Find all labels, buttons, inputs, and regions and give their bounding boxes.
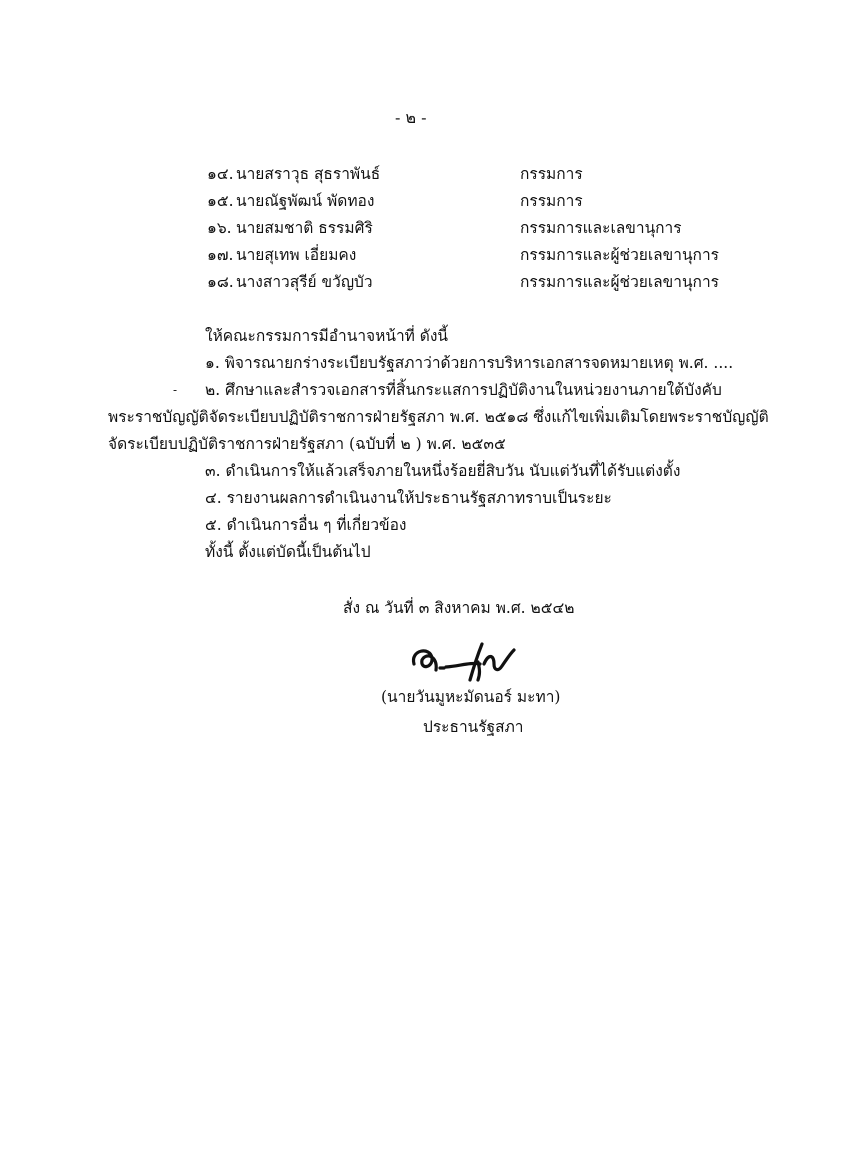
margin-dash-mark: - bbox=[173, 383, 178, 397]
effective-statement: ทั้งนี้ ตั้งแต่บัดนี้เป็นต้นไป bbox=[205, 543, 371, 561]
member-number: ๑๕. bbox=[207, 192, 234, 210]
member-number: ๑๗. bbox=[207, 246, 234, 264]
duty-4: ๔. รายงานผลการดำเนินงานให้ประธานรัฐสภาทราบเป็นระยะ bbox=[205, 489, 612, 507]
member-number: ๑๘. bbox=[207, 273, 234, 291]
member-name: นายสมชาติ ธรรมศิริ bbox=[236, 219, 373, 237]
order-date: สั่ง ณ วันที่ ๓ สิงหาคม พ.ศ. ๒๕๔๒ bbox=[343, 599, 575, 617]
signer-title: ประธานรัฐสภา bbox=[423, 718, 524, 736]
duty-2-continued: จัดระเบียบปฏิบัติราชการฝ่ายรัฐสภา (ฉบับที่ ๒ ) พ.ศ. ๒๕๓๕ bbox=[108, 435, 506, 453]
member-role: กรรมการและผู้ช่วยเลขานุการ bbox=[520, 246, 719, 264]
duty-3: ๓. ดำเนินการให้แล้วเสร็จภายในหนึ่งร้อยยี่สิบวัน นับแต่วันที่ได้รับแต่งตั้ง bbox=[205, 462, 681, 480]
member-name: นายสราวุธ สุธราพันธ์ bbox=[236, 165, 381, 183]
member-role: กรรมการและเลขานุการ bbox=[520, 219, 682, 237]
member-name: นายสุเทพ เอี่ยมคง bbox=[236, 246, 357, 264]
member-role: กรรมการ bbox=[520, 192, 583, 210]
duties-intro: ให้คณะกรรมการมีอำนาจหน้าที่ ดังนี้ bbox=[205, 327, 449, 345]
member-number: ๑๔. bbox=[207, 165, 234, 183]
duty-2-continued: พระราชบัญญัติจัดระเบียบปฏิบัติราชการฝ่ายรัฐสภา พ.ศ. ๒๕๑๘ ซึ่งแก้ไขเพิ่มเติมโดยพระราชบัญญัติ bbox=[108, 408, 769, 426]
duty-5: ๕. ดำเนินการอื่น ๆ ที่เกี่ยวข้อง bbox=[205, 516, 407, 534]
member-role: กรรมการและผู้ช่วยเลขานุการ bbox=[520, 273, 719, 291]
duty-2: ๒. ศึกษาและสำรวจเอกสารที่สิ้นกระแสการปฏิบัติงานในหน่วยงานภายใต้บังคับ bbox=[205, 381, 722, 399]
member-name: นางสาวสุรีย์ ขวัญบัว bbox=[236, 273, 373, 291]
duty-1: ๑. พิจารณายกร่างระเบียบรัฐสภาว่าด้วยการบริหารเอกสารจดหมายเหตุ พ.ศ. .... bbox=[205, 354, 734, 372]
page-number: - ๒ - bbox=[395, 108, 427, 127]
handwritten-signature bbox=[404, 640, 544, 690]
signer-name: (นายวันมูหะมัดนอร์ มะทา) bbox=[381, 688, 561, 706]
member-name: นายณัฐพัฒน์ พัดทอง bbox=[236, 192, 375, 210]
member-number: ๑๖. bbox=[207, 219, 232, 237]
member-role: กรรมการ bbox=[520, 165, 583, 183]
